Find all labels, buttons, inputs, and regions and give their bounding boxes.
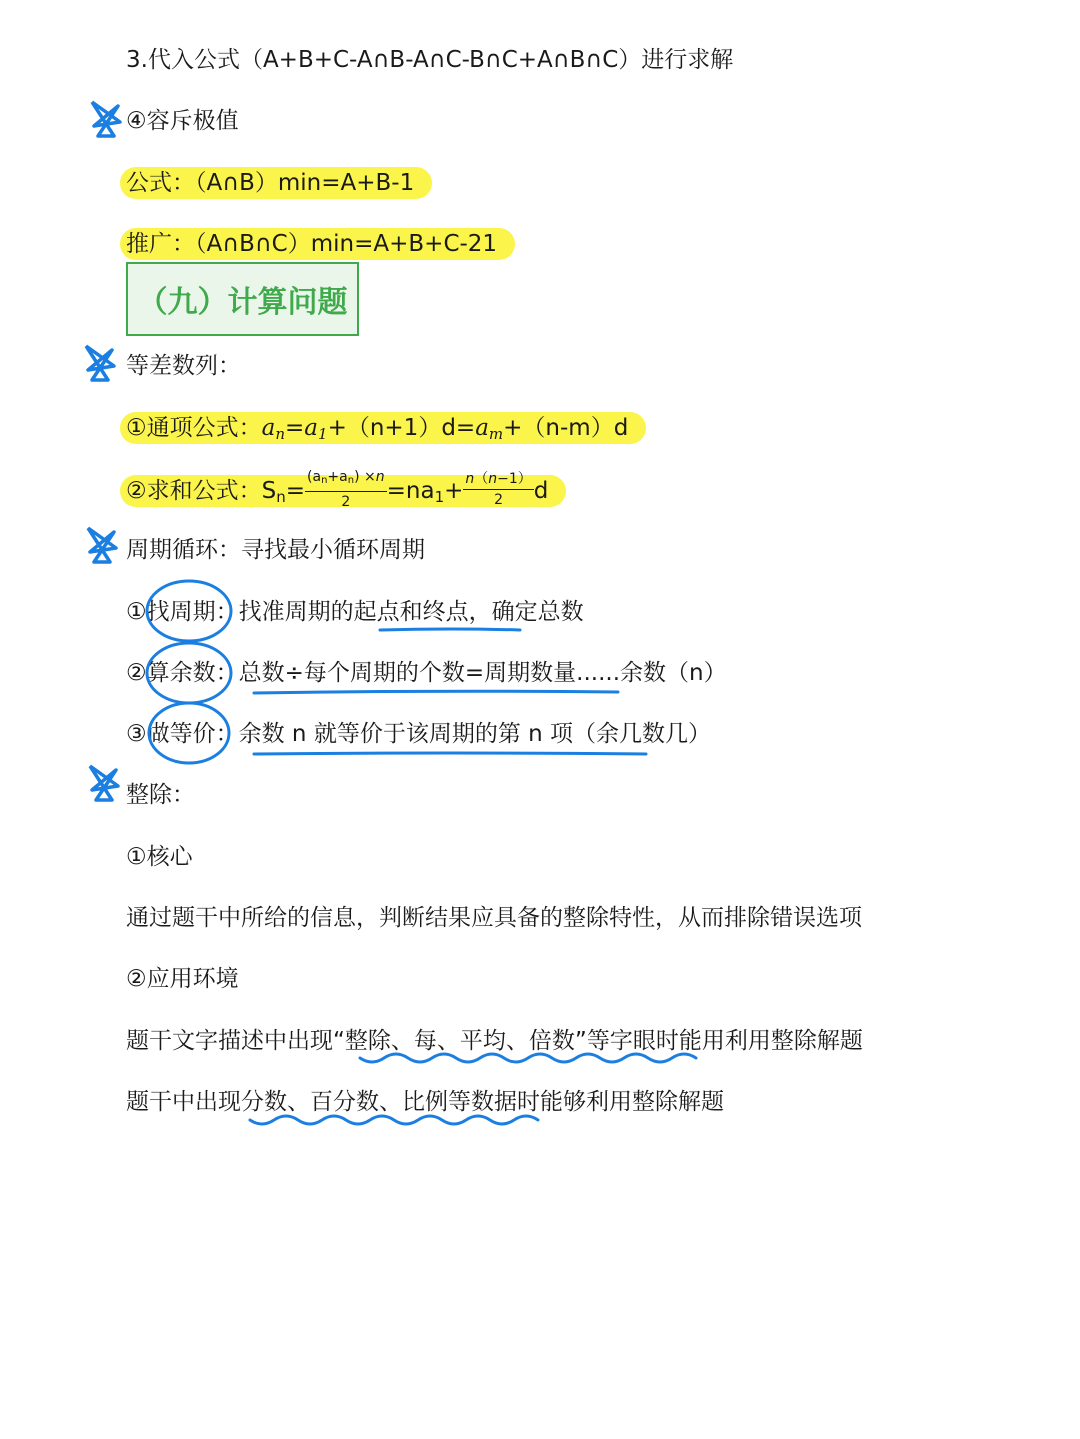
section-title-box: [126, 262, 359, 336]
generalization-highlight: 推广：（A∩B∩C）min=A+B+C-21: [120, 228, 515, 260]
inclusion-exclusion-extremum-heading: ④容斥极值: [126, 108, 239, 134]
application-text-2: 题干中出现分数、百分数、比例等数据时能够利用整除解题: [126, 1089, 724, 1115]
wavy-underline-annotation: [250, 1116, 538, 1124]
underline-annotation: [254, 753, 646, 754]
generalization-line: [126, 229, 515, 259]
underline-annotation: [380, 629, 520, 630]
star-doodle-icon: [78, 340, 118, 386]
period-step-3: ③做等价：余数 n 就等价于该周期的第 n 项（余几数几）: [126, 721, 712, 747]
formula-step-3: 3.代入公式（A+B+C-A∩B-A∩C-B∩C+A∩B∩C）进行求解: [126, 47, 734, 73]
star-doodle-icon: [82, 760, 122, 806]
general-term-highlight: ①通项公式：$a_n=a_1+(n+1)d=a_m+(n-m)d$: [120, 412, 646, 444]
period-step-1: ①找周期：找准周期的起点和终点，确定总数: [126, 599, 584, 625]
core-text: 通过题干中所给的信息，判断结果应具备的整除特性，从而排除错误选项: [126, 905, 862, 931]
formula-line: [126, 168, 432, 198]
application-text-1: 题干文字描述中出现“整除、每、平均、倍数”等字眼时能用利用整除解题: [126, 1028, 863, 1054]
star-doodle-icon: [80, 522, 120, 568]
application-subheading: ②应用环境: [126, 966, 239, 992]
sum-formula-highlight: ②求和公式：$S_n=$ $\frac{(a_n+a_n) \times n}{2}$ $=na_1+$ $\frac{n(n-1)}{2}$ d: [120, 475, 566, 507]
section-title: （九）计算问题: [137, 285, 348, 320]
divisibility-heading: 整除：: [126, 782, 195, 808]
sum-formula-line: [126, 468, 566, 520]
arithmetic-sequence-heading: 等差数列：: [126, 353, 241, 379]
period-step-2: ②算余数：总数÷每个周期的个数=周期数量......余数（n）: [126, 660, 727, 686]
sum-fraction-1: $\frac{(a_n+a_n) \times n}{2}$: [307, 469, 385, 510]
general-term-line: [126, 413, 646, 449]
formula-highlight: 公式：（A∩B）min=A+B-1: [120, 167, 432, 199]
star-doodle-icon: [84, 96, 124, 142]
underline-annotation: [254, 691, 618, 693]
sum-fraction-2: $\frac{n(n-1)}{2}$: [465, 471, 532, 508]
period-cycle-heading: 周期循环：寻找最小循环周期: [126, 537, 425, 563]
core-subheading: ①核心: [126, 844, 193, 870]
